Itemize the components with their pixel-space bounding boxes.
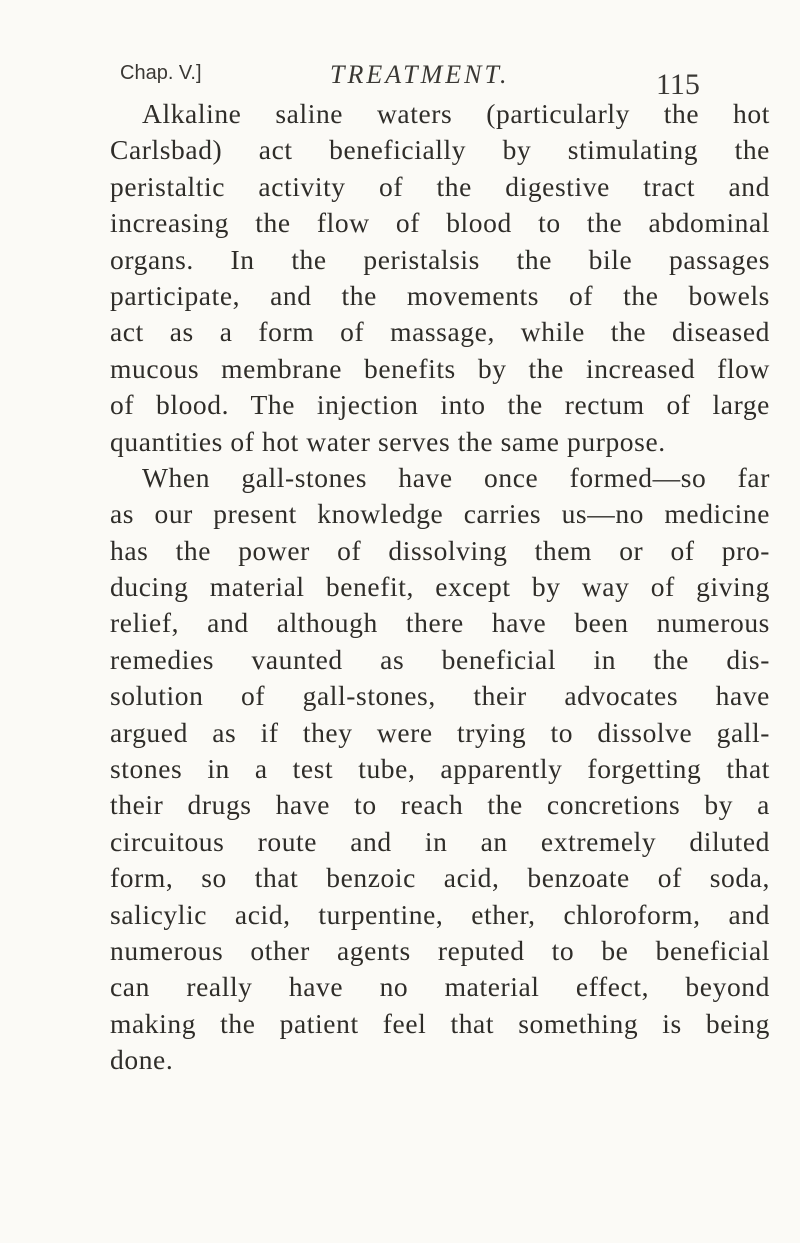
text-line: form, so that benzoic acid, benzoate of soda,	[110, 862, 770, 894]
text-line: salicylic acid, turpentine, ether, chloroform, and	[110, 898, 770, 930]
page-number: 115	[656, 68, 700, 101]
text-line: remedies vaunted as beneficial in the dis-	[110, 643, 770, 675]
text-line: circuitous route and in an extremely diluted	[110, 825, 770, 857]
text-line: ducing material benefit, except by way of giving	[110, 571, 770, 603]
text-line: done.	[110, 1044, 174, 1076]
text-line: of blood. The injection into the rectum of large	[110, 389, 770, 421]
text-line: stones in a test tube, apparently forgetting that	[110, 753, 770, 785]
text-line: quantities of hot water serves the same purpose.	[110, 425, 666, 457]
text-line: can really have no material effect, beyond	[110, 971, 770, 1003]
text-line: argued as if they were trying to dissolve gall-	[110, 716, 770, 748]
text-line: relief, and although there have been numerous	[110, 607, 770, 639]
text-line: Carlsbad) act beneficially by stimulating the	[110, 134, 770, 166]
text-line: When gall-stones have once formed—so far	[142, 461, 770, 493]
text-line: making the patient feel that something is being	[110, 1007, 770, 1039]
running-head	[0, 60, 800, 100]
text-line: solution of gall-stones, their advocates have	[110, 680, 770, 712]
text-line: Alkaline saline waters (particularly the hot	[142, 98, 770, 129]
text-line: mucous membrane benefits by the increased flow	[110, 352, 770, 384]
text-line: numerous other agents reputed to be beneficial	[110, 934, 770, 966]
chapter-label: Chap. V.]	[120, 62, 202, 84]
text-line: their drugs have to reach the concretions by a	[110, 789, 770, 821]
text-line: as our present knowledge carries us—no medicine	[110, 498, 770, 530]
running-title: TREATMENT.	[330, 60, 510, 89]
text-line: participate, and the movements of the bowels	[110, 279, 770, 311]
text-line: increasing the flow of blood to the abdominal	[110, 207, 770, 239]
text-line: organs. In the peristalsis the bile passages	[110, 243, 770, 275]
text-line: has the power of dissolving them or of pro-	[110, 534, 770, 566]
body-text	[110, 96, 770, 1079]
text-line: act as a form of massage, while the diseased	[110, 316, 770, 348]
text-line: peristaltic activity of the digestive tract and	[110, 170, 770, 202]
